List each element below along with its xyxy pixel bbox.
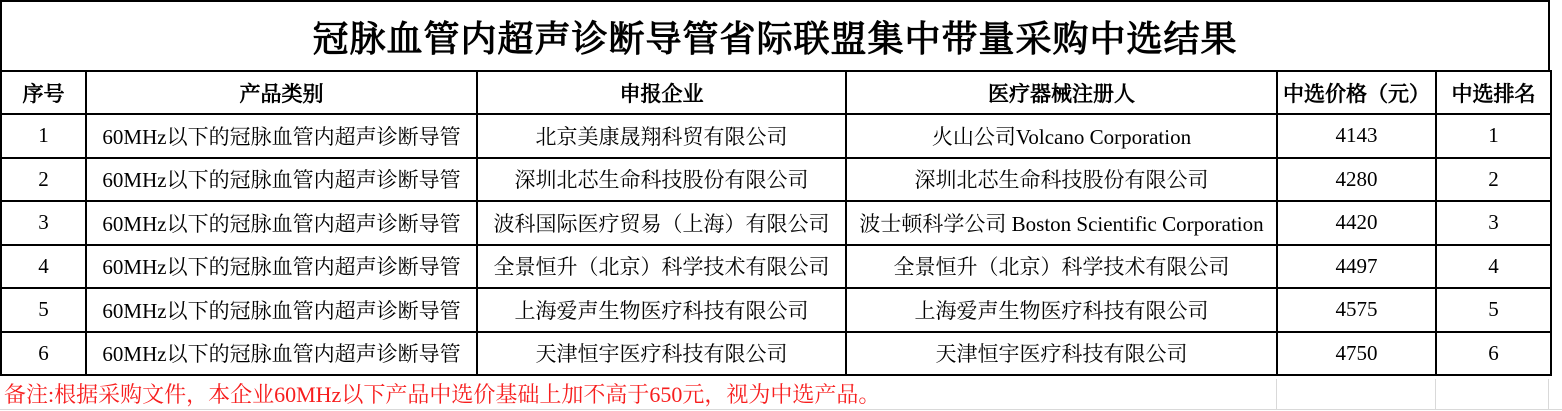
column-header-rank <box>1436 71 1551 114</box>
column-header-index <box>1 71 86 114</box>
cell-text: 全景恒升（北京）科学技术有限公司 <box>493 255 830 280</box>
column-header-label: 产品类别 <box>239 81 324 106</box>
cell-company <box>477 288 846 332</box>
cell-index <box>1 245 86 289</box>
cell-text: 深圳北芯生命科技股份有限公司 <box>914 168 1209 193</box>
column-header-price <box>1277 71 1436 114</box>
cell-registrant <box>846 332 1277 376</box>
cell-text: 5 <box>38 297 49 322</box>
cell-company <box>477 332 846 376</box>
table-row-1 <box>1 114 1551 158</box>
cell-text: 2 <box>38 166 49 191</box>
cell-registrant <box>846 201 1277 245</box>
table-row-3 <box>1 201 1551 245</box>
cell-text: 4280 <box>1335 166 1378 191</box>
results-table <box>0 70 1552 376</box>
cell-price <box>1277 288 1436 332</box>
column-header-registrant <box>846 71 1277 114</box>
cell-text: 4750 <box>1335 340 1378 365</box>
cell-text: 60MHz以下的冠脉血管内超声诊断导管 <box>102 211 461 236</box>
spreadsheet-gridline-vertical <box>1435 379 1436 409</box>
cell-price <box>1277 158 1436 202</box>
cell-text: 5 <box>1488 297 1499 322</box>
table-row-5 <box>1 288 1551 332</box>
cell-registrant <box>846 245 1277 289</box>
cell-text: 北京美康晟翔科贸有限公司 <box>535 124 788 149</box>
cell-index <box>1 332 86 376</box>
cell-category <box>86 201 477 245</box>
cell-text: 4 <box>38 253 49 278</box>
cell-text: 4 <box>1488 253 1499 278</box>
cell-text: 3 <box>1488 210 1499 235</box>
cell-category <box>86 245 477 289</box>
cell-text: 60MHz以下的冠脉血管内超声诊断导管 <box>102 342 461 367</box>
cell-text: 波士顿科学公司 Boston Scientific Corporation <box>859 211 1264 236</box>
cell-text: 60MHz以下的冠脉血管内超声诊断导管 <box>102 124 461 149</box>
cell-rank <box>1436 332 1551 376</box>
cell-company <box>477 201 846 245</box>
cell-text: 全景恒升（北京）科学技术有限公司 <box>893 255 1230 280</box>
cell-text: 1 <box>38 123 49 148</box>
spreadsheet-gridline-vertical <box>1548 379 1549 409</box>
cell-text: 上海爱声生物医疗科技有限公司 <box>514 298 809 323</box>
cell-registrant <box>846 158 1277 202</box>
cell-category <box>86 158 477 202</box>
spreadsheet-gridline-vertical <box>1276 379 1277 409</box>
cell-text: 6 <box>38 340 49 365</box>
cell-text: 天津恒宇医疗科技有限公司 <box>935 342 1188 367</box>
cell-company <box>477 114 846 158</box>
column-header-label: 序号 <box>22 81 65 106</box>
cell-text: 3 <box>38 210 49 235</box>
remark-note: 备注:根据采购文件，本企业60MHz以下产品中选价基础上加不高于650元，视为中选产品。 <box>4 382 881 407</box>
cell-price <box>1277 114 1436 158</box>
column-header-label: 中选价格（元） <box>1283 81 1430 106</box>
cell-text: 深圳北芯生命科技股份有限公司 <box>514 168 809 193</box>
table-row-4 <box>1 245 1551 289</box>
cell-index <box>1 201 86 245</box>
table-row-6 <box>1 332 1551 376</box>
column-header-label: 中选排名 <box>1451 81 1536 106</box>
spreadsheet-gridline-horizontal <box>0 409 1562 410</box>
table-row-2 <box>1 158 1551 202</box>
cell-registrant <box>846 114 1277 158</box>
cell-text: 60MHz以下的冠脉血管内超声诊断导管 <box>102 255 461 280</box>
cell-text: 4575 <box>1335 297 1378 322</box>
cell-text: 1 <box>1488 123 1499 148</box>
cell-text: 波科国际医疗贸易（上海）有限公司 <box>493 211 830 236</box>
cell-text: 60MHz以下的冠脉血管内超声诊断导管 <box>102 298 461 323</box>
cell-text: 4497 <box>1335 253 1378 278</box>
cell-registrant <box>846 288 1277 332</box>
cell-company <box>477 158 846 202</box>
cell-category <box>86 288 477 332</box>
cell-text: 4420 <box>1335 210 1378 235</box>
cell-rank <box>1436 201 1551 245</box>
cell-rank <box>1436 114 1551 158</box>
cell-index <box>1 288 86 332</box>
cell-text: 4143 <box>1335 123 1378 148</box>
cell-company <box>477 245 846 289</box>
cell-price <box>1277 201 1436 245</box>
cell-text: 天津恒宇医疗科技有限公司 <box>535 342 788 367</box>
cell-price <box>1277 245 1436 289</box>
cell-category <box>86 332 477 376</box>
cell-text: 60MHz以下的冠脉血管内超声诊断导管 <box>102 168 461 193</box>
column-header-label: 申报企业 <box>619 81 704 106</box>
cell-rank <box>1436 288 1551 332</box>
column-header-company <box>477 71 846 114</box>
cell-index <box>1 114 86 158</box>
cell-category <box>86 114 477 158</box>
page-title: 冠脉血管内超声诊断导管省际联盟集中带量采购中选结果 <box>0 0 1550 72</box>
cell-text: 火山公司Volcano Corporation <box>931 124 1192 149</box>
cell-rank <box>1436 245 1551 289</box>
cell-rank <box>1436 158 1551 202</box>
column-header-category <box>86 71 477 114</box>
cell-index <box>1 158 86 202</box>
cell-text: 2 <box>1488 166 1499 191</box>
column-header-label: 医疗器械注册人 <box>988 81 1135 106</box>
table-header-row <box>1 71 1551 114</box>
cell-text: 6 <box>1488 340 1499 365</box>
cell-price <box>1277 332 1436 376</box>
cell-text: 上海爱声生物医疗科技有限公司 <box>914 298 1209 323</box>
